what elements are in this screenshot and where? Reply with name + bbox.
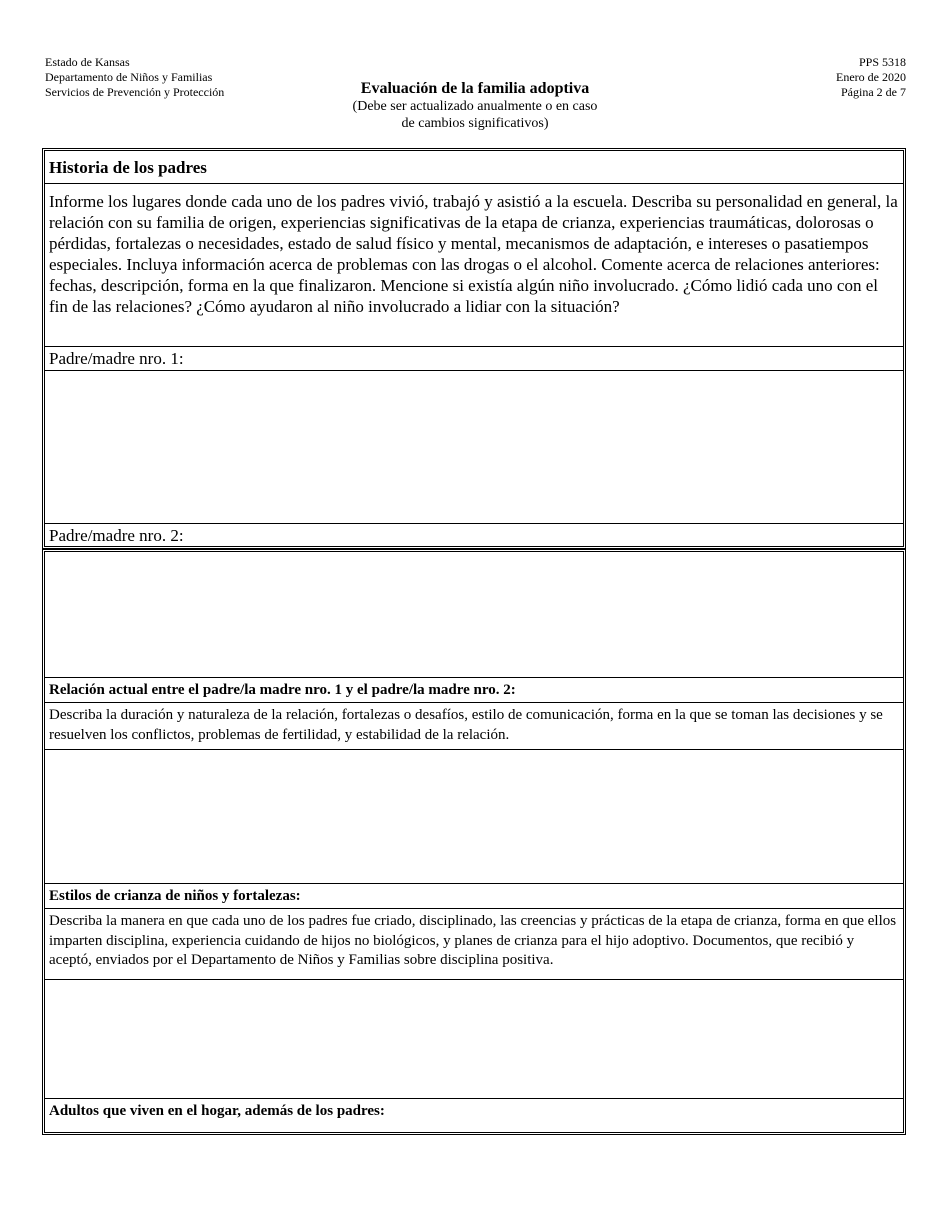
parenting-title: Estilos de crianza de niños y fortalezas: bbox=[45, 884, 903, 909]
form-continuation-section bbox=[42, 549, 906, 1135]
agency-division: Servicios de Prevención y Protección bbox=[45, 85, 225, 99]
agency-department: Departamento de Niños y Familias bbox=[45, 70, 213, 84]
form-title-block bbox=[0, 80, 950, 132]
parent-history-section bbox=[42, 148, 906, 549]
other-adults-title: Adultos que viven en el hogar, además de los padres: bbox=[49, 1103, 385, 1119]
form-number: PPS 5318 bbox=[858, 55, 906, 69]
parent-1-field[interactable] bbox=[45, 371, 903, 524]
relationship-title: Relación actual entre el padre/la madre nro. 1 y el padre/la madre nro. 2: bbox=[45, 678, 903, 703]
form-date: Enero de 2020 bbox=[836, 70, 906, 84]
parent-history-instructions: Informe los lugares donde cada uno de los padres vivió, trabajó y asistió a la escuela. Describa su personalidad en general, la relación con su familia de origen, experiencias significativas de la etapa de crianza, experiencias traumáticas, dolorosas o pérdidas, fortalezas o necesidades, estado de salud físico y mental, mecanismos de adaptación, e intereses o pasatiempos especiales. Incluya información acerca de problemas con las drogas o el alcohol. Comente acerca de relaciones anteriores: fechas, descripción, forma en la que finalizaron. Mencione si existía algún niño involucrado. ¿Cómo lidió cada uno con el fin de las relaciones? ¿Cómo ayudaron al niño involucrado a lidiar con la situación? bbox=[45, 184, 903, 347]
parent-history-title: Historia de los padres bbox=[45, 151, 903, 184]
form-subtitle-line-2: de cambios significativos) bbox=[401, 116, 549, 131]
form-title: Evaluación de la familia adoptiva bbox=[360, 80, 590, 97]
parenting-field[interactable] bbox=[45, 980, 903, 1099]
form-id-block bbox=[836, 55, 906, 100]
parent-2-field[interactable] bbox=[45, 552, 903, 678]
parenting-instructions: Describa la manera en que cada uno de los padres fue criado, disciplinado, las creencias y prácticas de la etapa de crianza, forma en que ellos imparten disciplina, experiencia cuidando de hijos no biológicos, y planes de crianza para el hijo adoptivo. Documentos, que recibió y aceptó, enviados por el Departamento de Niños y Familias sobre disciplina positiva. bbox=[45, 909, 903, 980]
parent-2-label: Padre/madre nro. 2: bbox=[49, 526, 184, 545]
agency-state: Estado de Kansas bbox=[45, 55, 130, 69]
page-number: Página 2 de 7 bbox=[841, 85, 906, 99]
parent-1-label: Padre/madre nro. 1: bbox=[45, 347, 903, 371]
form-subtitle-line-1: (Debe ser actualizado anualmente o en caso bbox=[352, 99, 598, 114]
relationship-instructions: Describa la duración y naturaleza de la relación, fortalezas o desafíos, estilo de comunicación, forma en la que se toman las decisiones y se resuelven los conflictos, problemas de fertilidad, y estabilidad de la relación. bbox=[45, 703, 903, 750]
relationship-field[interactable] bbox=[45, 750, 903, 884]
